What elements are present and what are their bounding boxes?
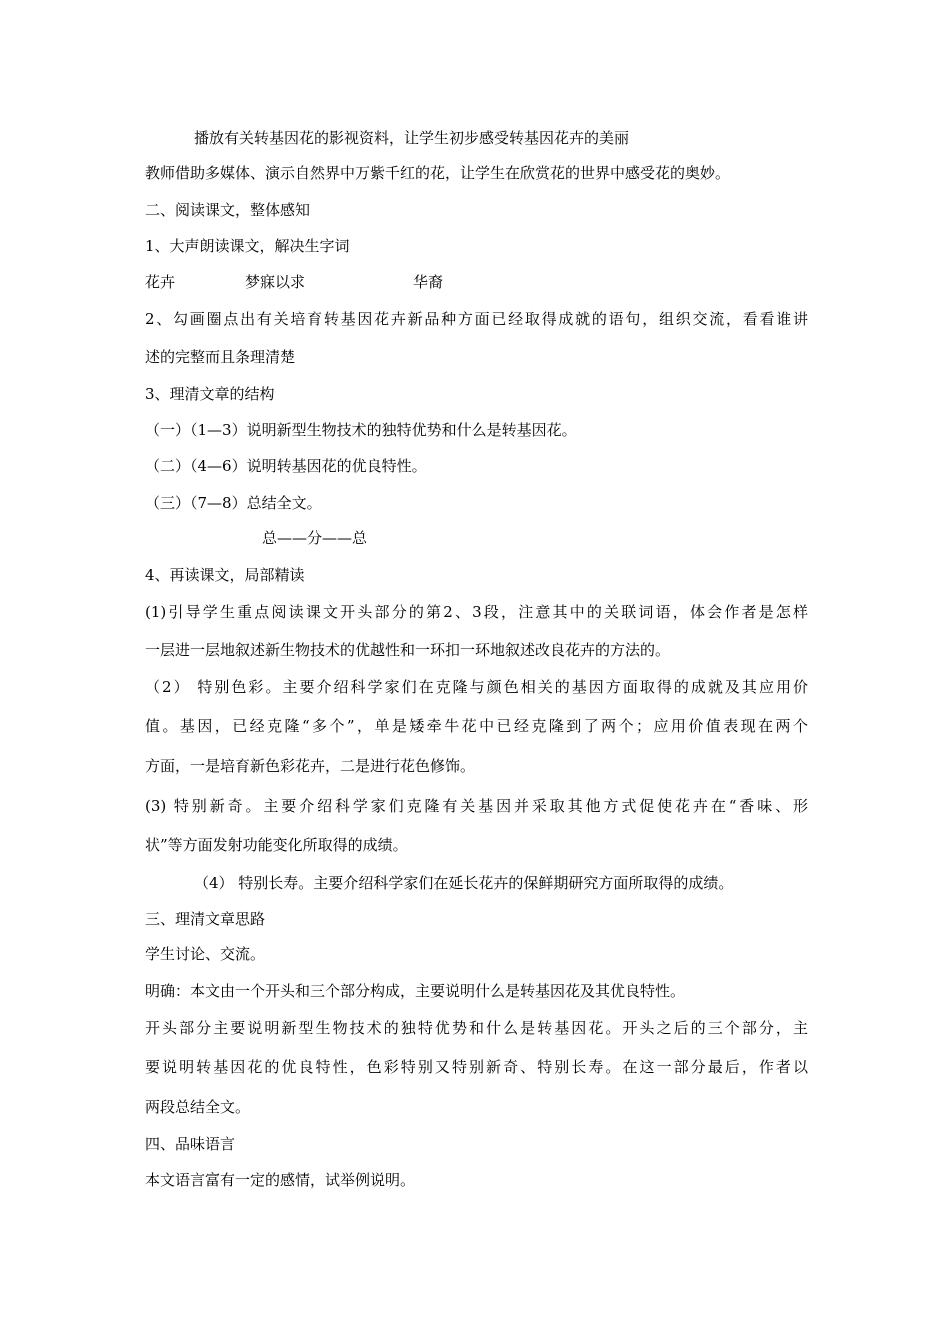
intro-line: 播放有关转基因花的影视资料，让学生初步感受转基因花卉的美丽 — [194, 129, 630, 147]
paragraph-line: 明确：本文由一个开头和三个部分构成，主要说明什么是转基因花及其优良特性。 — [145, 982, 686, 1000]
section-heading: 四、品味语言 — [145, 1135, 236, 1153]
paragraph-line: 一层进一层地叙述新生物技术的优越性和一环扣一环地叙述改良花卉的方法的。 — [145, 641, 671, 659]
paragraph-line: 状”等方面发射功能变化所取得的成绩。 — [145, 836, 408, 854]
paragraph-line: 述的完整而且条理清楚 — [145, 348, 296, 366]
vocab-row — [145, 272, 443, 292]
structure-item: （一）（1—3）说明新型生物技术的独特优势和什么是转基因花。 — [145, 421, 577, 439]
structure-item: （三）（7—8）总结全文。 — [145, 494, 322, 512]
paragraph-line: （4） 特别长寿。主要介绍科学家们在延长花卉的保鲜期研究方面所取得的成绩。 — [194, 874, 734, 892]
structure-item: （二）（4—6）说明转基因花的优良特性。 — [145, 457, 427, 475]
paragraph-line: 值。基因，已经克隆“多个”，单是矮牵牛花中已经克隆到了两个；应用价值表现在两个 — [145, 717, 808, 735]
paragraph-line: 两段总结全文。 — [145, 1098, 251, 1116]
step-heading: 4、再读课文，局部精读 — [145, 566, 305, 584]
paragraph-line: 学生讨论、交流。 — [145, 945, 266, 963]
vocab-word: 华裔 — [413, 273, 444, 291]
step-heading: 3、理清文章的结构 — [145, 385, 275, 403]
paragraph-line: (3) 特别新奇。主要介绍科学家们克隆有关基因并采取其他方式促使花卉在“香味、形 — [145, 797, 808, 815]
section-heading: 二、阅读课文，整体感知 — [145, 201, 311, 219]
paragraph-line: 本文语言富有一定的感情，试举例说明。 — [145, 1171, 416, 1189]
paragraph-line: （2） 特别色彩。主要介绍科学家们在克隆与颜色相关的基因方面取得的成就及其应用价 — [145, 678, 808, 696]
structure-summary: 总——分——总 — [262, 529, 368, 547]
step-heading: 1、大声朗读课文，解决生字词 — [145, 237, 350, 255]
paragraph-line: 要说明转基因花的优良特性，色彩特别又特别新奇、特别长寿。在这一部分最后，作者以 — [145, 1058, 808, 1076]
paragraph-line: 2、勾画圈点出有关培育转基因花卉新品种方面已经取得成就的语句，组织交流，看看谁讲 — [145, 310, 808, 328]
paragraph-line: 教师借助多媒体、演示自然界中万紫千红的花，让学生在欣赏花的世界中感受花的奥妙。 — [145, 164, 731, 182]
vocab-word: 梦寐以求 — [245, 273, 306, 291]
paragraph-line: (1)引导学生重点阅读课文开头部分的第2、3段，注意其中的关联词语，体会作者是怎样 — [145, 603, 808, 621]
paragraph-line: 开头部分主要说明新型生物技术的独特优势和什么是转基因花。开头之后的三个部分，主 — [145, 1019, 808, 1037]
paragraph-line: 方面，一是培育新色彩花卉，二是进行花色修饰。 — [145, 757, 476, 775]
section-heading: 三、理清文章思路 — [145, 910, 266, 928]
vocab-word: 花卉 — [145, 273, 176, 291]
